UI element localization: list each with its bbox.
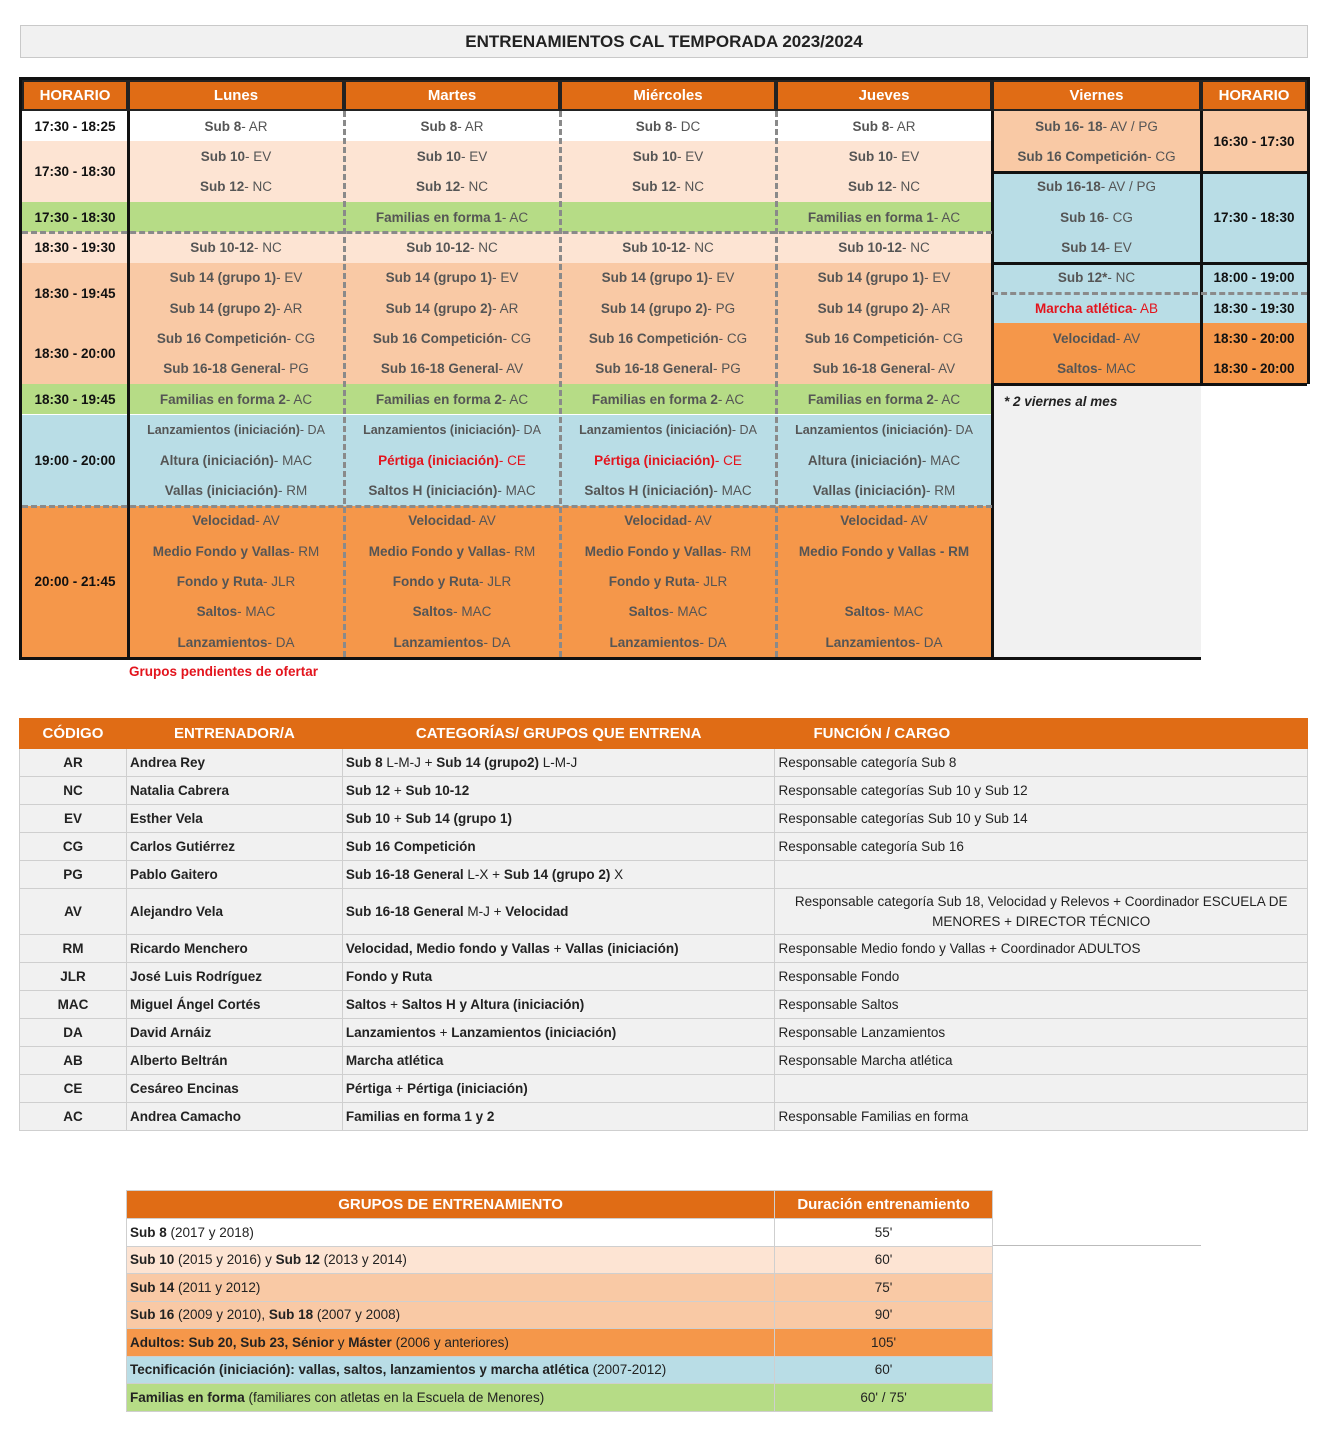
coach-role: [775, 1075, 1308, 1103]
group-row: [127, 1274, 993, 1302]
coach-name: Cesáreo Encinas: [126, 1075, 342, 1103]
groups-header-row: [127, 1191, 993, 1219]
grid-line: [992, 171, 1307, 174]
session-mie: Sub 14 (grupo 2) - PG: [560, 293, 776, 323]
session-jue: [776, 566, 992, 596]
session-jue: Velocidad - AV: [776, 506, 992, 536]
coach-row: [20, 777, 1308, 805]
header-horario: HORARIO: [22, 80, 128, 111]
friday-time-slot: 18:30 - 19:30: [1201, 293, 1307, 323]
grid-line: [775, 111, 778, 657]
coach-code: EV: [20, 805, 127, 833]
grid-line: [992, 262, 1307, 265]
coach-code: NC: [20, 777, 127, 805]
session-mie: Sub 14 (grupo 1) - EV: [560, 263, 776, 293]
friday-session: Sub 12* - NC: [992, 263, 1201, 293]
session-lun: Fondo y Ruta - JLR: [128, 566, 344, 596]
session-mar: Sub 16-18 General - AV: [344, 354, 560, 384]
coach-name: Andrea Rey: [126, 749, 342, 777]
friday-session: Sub 16 Competición - CG: [992, 141, 1201, 171]
coach-row: [20, 749, 1308, 777]
friday-session: Velocidad - AV: [992, 323, 1201, 353]
session-jue: Lanzamientos (iniciación) - DA: [776, 415, 992, 445]
coach-groups: Sub 16-18 General L-X + Sub 14 (grupo 2) X: [342, 861, 775, 889]
coach-role: Responsable categorías Sub 10 y Sub 12: [775, 777, 1308, 805]
session-mar: Sub 12 - NC: [344, 172, 560, 202]
group-label: Sub 14 (2011 y 2012): [127, 1274, 775, 1302]
session-jue: Medio Fondo y Vallas - RM: [776, 536, 992, 566]
coach-row: [20, 805, 1308, 833]
coach-row: [20, 991, 1308, 1019]
friday-session: Sub 16- 18 - AV / PG: [992, 111, 1201, 141]
blank-area: [1201, 384, 1310, 660]
session-lun: Sub 10-12 - NC: [128, 232, 344, 262]
header-jueves: Jueves: [776, 80, 992, 111]
session-mar: Fondo y Ruta - JLR: [344, 566, 560, 596]
session-mie: Familias en forma 2 - AC: [560, 384, 776, 414]
session-mar: Saltos H (iniciación) - MAC: [344, 475, 560, 505]
session-mie: [560, 202, 776, 232]
coach-role: Responsable Fondo: [775, 963, 1308, 991]
group-label: Familias en forma (familiares con atletas en la Escuela de Menores): [127, 1384, 775, 1412]
session-lun: Sub 16 Competición - CG: [128, 323, 344, 353]
grid-line: [992, 383, 1307, 386]
coach-role: Responsable Medio fondo y Vallas + Coordinador ADULTOS: [775, 935, 1308, 963]
session-jue: Sub 8 - AR: [776, 111, 992, 141]
coach-code: MAC: [20, 991, 127, 1019]
coach-role: Responsable Familias en forma: [775, 1103, 1308, 1131]
header-lunes: Lunes: [128, 80, 344, 111]
coach-row: [20, 861, 1308, 889]
coach-row: [20, 935, 1308, 963]
group-row: [127, 1384, 993, 1412]
group-label: Sub 16 (2009 y 2010), Sub 18 (2007 y 2008): [127, 1301, 775, 1329]
session-mie: Sub 12 - NC: [560, 172, 776, 202]
coach-groups: Fondo y Ruta: [342, 963, 775, 991]
session-lun: Familias en forma 2 - AC: [128, 384, 344, 414]
session-lun: Sub 10 - EV: [128, 141, 344, 171]
session-jue: Saltos - MAC: [776, 597, 992, 627]
coach-groups: Pértiga + Pértiga (iniciación): [342, 1075, 775, 1103]
coach-code: RM: [20, 935, 127, 963]
session-lun: Vallas (iniciación) - RM: [128, 475, 344, 505]
group-duration: 105': [775, 1329, 993, 1357]
session-jue: Familias en forma 1 - AC: [776, 202, 992, 232]
coach-groups: Lanzamientos + Lanzamientos (iniciación): [342, 1019, 775, 1047]
coach-row: [20, 1103, 1308, 1131]
coach-groups: Marcha atlética: [342, 1047, 775, 1075]
grid-line: [22, 505, 992, 508]
session-mie: Lanzamientos - DA: [560, 627, 776, 657]
coach-groups: Sub 8 L-M-J + Sub 14 (grupo2) L-M-J: [342, 749, 775, 777]
session-mie: Sub 10 - EV: [560, 141, 776, 171]
group-row: [127, 1246, 993, 1274]
friday-session: Sub 16 - CG: [992, 202, 1201, 232]
session-mar: Pértiga (iniciación) - CE: [344, 445, 560, 475]
session-jue: Sub 16-18 General - AV: [776, 354, 992, 384]
session-mar: Sub 16 Competición - CG: [344, 323, 560, 353]
session-mie: Sub 10-12 - NC: [560, 232, 776, 262]
friday-time-slot: 18:30 - 20:00: [1201, 323, 1307, 353]
coach-code: CE: [20, 1075, 127, 1103]
grid-line: [343, 111, 346, 657]
coach-name: David Arnáiz: [126, 1019, 342, 1047]
coach-role: Responsable categoría Sub 8: [775, 749, 1308, 777]
coach-role: Responsable categoría Sub 16: [775, 833, 1308, 861]
friday-session: Sub 14 - EV: [992, 232, 1201, 262]
session-mar: Sub 14 (grupo 1) - EV: [344, 263, 560, 293]
group-duration: 75': [775, 1274, 993, 1302]
coach-name: Ricardo Menchero: [126, 935, 342, 963]
coaches-table: [19, 718, 1308, 1131]
training-groups-table: [126, 1190, 993, 1412]
session-mar: Velocidad - AV: [344, 506, 560, 536]
time-slot: 18:30 - 19:30: [22, 232, 128, 262]
session-mar: Sub 10 - EV: [344, 141, 560, 171]
coach-code: AV: [20, 889, 127, 935]
coach-groups: Familias en forma 1 y 2: [342, 1103, 775, 1131]
coach-groups: Velocidad, Medio fondo y Vallas + Vallas (iniciación): [342, 935, 775, 963]
time-slot: 17:30 - 18:30: [22, 202, 128, 232]
session-lun: [128, 202, 344, 232]
coach-row: [20, 1019, 1308, 1047]
session-mar: Familias en forma 2 - AC: [344, 384, 560, 414]
session-lun: Sub 16-18 General - PG: [128, 354, 344, 384]
session-mar: Lanzamientos - DA: [344, 627, 560, 657]
grid-line: [992, 292, 1307, 295]
coach-name: Esther Vela: [126, 805, 342, 833]
session-jue: Sub 10 - EV: [776, 141, 992, 171]
coach-code: CG: [20, 833, 127, 861]
friday-session: Saltos - MAC: [992, 354, 1201, 384]
session-mar: Sub 14 (grupo 2) - AR: [344, 293, 560, 323]
grid-line: [1200, 111, 1203, 384]
session-jue: Altura (iniciación) - MAC: [776, 445, 992, 475]
session-mie: Velocidad - AV: [560, 506, 776, 536]
session-lun: Medio Fondo y Vallas - RM: [128, 536, 344, 566]
grid-line: [559, 111, 562, 657]
session-jue: Sub 14 (grupo 1) - EV: [776, 263, 992, 293]
friday-time-slot: 16:30 - 17:30: [1201, 111, 1307, 172]
coach-role: [775, 861, 1308, 889]
time-slot: 17:30 - 18:30: [22, 141, 128, 202]
group-label: Sub 8 (2017 y 2018): [127, 1219, 775, 1247]
groups-header: Duración entrenamiento: [775, 1191, 993, 1219]
session-lun: Altura (iniciación) - MAC: [128, 445, 344, 475]
schedule-table: [19, 77, 1310, 660]
time-slot: 18:30 - 19:45: [22, 384, 128, 414]
coach-code: AB: [20, 1047, 127, 1075]
page-title: ENTRENAMIENTOS CAL TEMPORADA 2023/2024: [20, 25, 1308, 58]
coach-code: PG: [20, 861, 127, 889]
session-mie: Sub 8 - DC: [560, 111, 776, 141]
session-jue: Sub 10-12 - NC: [776, 232, 992, 262]
session-lun: Sub 12 - NC: [128, 172, 344, 202]
session-lun: Sub 8 - AR: [128, 111, 344, 141]
friday-time-slot: 17:30 - 18:30: [1201, 172, 1307, 263]
coach-name: Carlos Gutiérrez: [126, 833, 342, 861]
session-mie: Saltos - MAC: [560, 597, 776, 627]
session-mar: Familias en forma 1 - AC: [344, 202, 560, 232]
coach-role: Responsable categoría Sub 18, Velocidad y Relevos + Coordinador ESCUELA DE MENORES + DIRECTOR TÉCNICO: [775, 889, 1308, 935]
divider-line: [993, 1245, 1201, 1246]
coach-role: Responsable Saltos: [775, 991, 1308, 1019]
group-label: Tecnificación (iniciación): vallas, saltos, lanzamientos y marcha atlética (2007-2012): [127, 1356, 775, 1384]
groups-header: GRUPOS DE ENTRENAMIENTO: [127, 1191, 775, 1219]
coach-name: Andrea Camacho: [126, 1103, 342, 1131]
group-row: [127, 1301, 993, 1329]
coach-code: AR: [20, 749, 127, 777]
group-duration: 60': [775, 1356, 993, 1384]
coach-row: [20, 889, 1308, 935]
time-slot: 19:00 - 20:00: [22, 415, 128, 506]
coaches-header: FUNCIÓN / CARGO: [775, 719, 1308, 749]
header-miercoles: Miércoles: [560, 80, 776, 111]
coach-name: Alejandro Vela: [126, 889, 342, 935]
group-label: Sub 10 (2015 y 2016) y Sub 12 (2013 y 2014): [127, 1246, 775, 1274]
group-duration: 55': [775, 1219, 993, 1247]
coach-groups: Sub 10 + Sub 14 (grupo 1): [342, 805, 775, 833]
time-slot: 20:00 - 21:45: [22, 506, 128, 658]
coach-row: [20, 963, 1308, 991]
friday-time-slot: 18:30 - 20:00: [1201, 354, 1307, 384]
coach-name: Alberto Beltrán: [126, 1047, 342, 1075]
group-row: [127, 1219, 993, 1247]
grid-line: [22, 231, 992, 234]
coach-name: José Luis Rodríguez: [126, 963, 342, 991]
coach-code: DA: [20, 1019, 127, 1047]
coach-groups: Sub 12 + Sub 10-12: [342, 777, 775, 805]
session-jue: Sub 16 Competición - CG: [776, 323, 992, 353]
session-jue: Familias en forma 2 - AC: [776, 384, 992, 414]
session-mar: Saltos - MAC: [344, 597, 560, 627]
group-duration: 60' / 75': [775, 1384, 993, 1412]
coach-name: Pablo Gaitero: [126, 861, 342, 889]
coach-code: JLR: [20, 963, 127, 991]
group-duration: 60': [775, 1246, 993, 1274]
coach-groups: Sub 16-18 General M-J + Velocidad: [342, 889, 775, 935]
session-lun: Sub 14 (grupo 2) - AR: [128, 293, 344, 323]
coaches-header: CATEGORÍAS/ GRUPOS QUE ENTRENA: [342, 719, 775, 749]
friday-session: Marcha atlética - AB: [992, 293, 1201, 323]
friday-session: Sub 16-18 - AV / PG: [992, 172, 1201, 202]
coach-row: [20, 1047, 1308, 1075]
time-slot: 17:30 - 18:25: [22, 111, 128, 141]
session-lun: Lanzamientos - DA: [128, 627, 344, 657]
session-mie: Sub 16-18 General - PG: [560, 354, 776, 384]
coach-code: AC: [20, 1103, 127, 1131]
session-jue: Vallas (iniciación) - RM: [776, 475, 992, 505]
session-jue: Sub 14 (grupo 2) - AR: [776, 293, 992, 323]
coach-role: Responsable categorías Sub 10 y Sub 14: [775, 805, 1308, 833]
session-lun: Lanzamientos (iniciación) - DA: [128, 415, 344, 445]
coaches-header-row: [20, 719, 1308, 749]
session-jue: Lanzamientos - DA: [776, 627, 992, 657]
session-mie: Saltos H (iniciación) - MAC: [560, 475, 776, 505]
coaches-header: ENTRENADOR/A: [126, 719, 342, 749]
session-mie: Fondo y Ruta - JLR: [560, 566, 776, 596]
coach-name: Miguel Ángel Cortés: [126, 991, 342, 1019]
pending-groups-note: Grupos pendientes de ofertar: [129, 664, 319, 679]
session-lun: Sub 14 (grupo 1) - EV: [128, 263, 344, 293]
session-lun: Velocidad - AV: [128, 506, 344, 536]
header-martes: Martes: [344, 80, 560, 111]
group-row: [127, 1329, 993, 1357]
grid-line: [127, 111, 130, 657]
session-mie: Sub 16 Competición - CG: [560, 323, 776, 353]
group-duration: 90': [775, 1301, 993, 1329]
session-mar: Medio Fondo y Vallas - RM: [344, 536, 560, 566]
group-label: Adultos: Sub 20, Sub 23, Sénior y Máster (2006 y anteriores): [127, 1329, 775, 1357]
header-horario2: HORARIO: [1201, 80, 1307, 111]
session-lun: Saltos - MAC: [128, 597, 344, 627]
time-slot: 18:30 - 19:45: [22, 263, 128, 324]
session-mie: Pértiga (iniciación) - CE: [560, 445, 776, 475]
session-mar: Lanzamientos (iniciación) - DA: [344, 415, 560, 445]
session-mar: Sub 8 - AR: [344, 111, 560, 141]
session-mar: Sub 10-12 - NC: [344, 232, 560, 262]
coaches-header: CÓDIGO: [20, 719, 127, 749]
coach-groups: Saltos + Saltos H y Altura (iniciación): [342, 991, 775, 1019]
session-jue: Sub 12 - NC: [776, 172, 992, 202]
coach-role: Responsable Marcha atlética: [775, 1047, 1308, 1075]
coach-name: Natalia Cabrera: [126, 777, 342, 805]
time-slot: 18:30 - 20:00: [22, 323, 128, 384]
header-viernes: Viernes: [992, 80, 1201, 111]
coach-role: Responsable Lanzamientos: [775, 1019, 1308, 1047]
coach-row: [20, 833, 1308, 861]
session-mie: Medio Fondo y Vallas - RM: [560, 536, 776, 566]
session-mie: Lanzamientos (iniciación) - DA: [560, 415, 776, 445]
group-row: [127, 1356, 993, 1384]
friday-note: * 2 viernes al mes: [992, 384, 1201, 657]
coach-groups: Sub 16 Competición: [342, 833, 775, 861]
friday-time-slot: 18:00 - 19:00: [1201, 263, 1307, 293]
coach-row: [20, 1075, 1308, 1103]
